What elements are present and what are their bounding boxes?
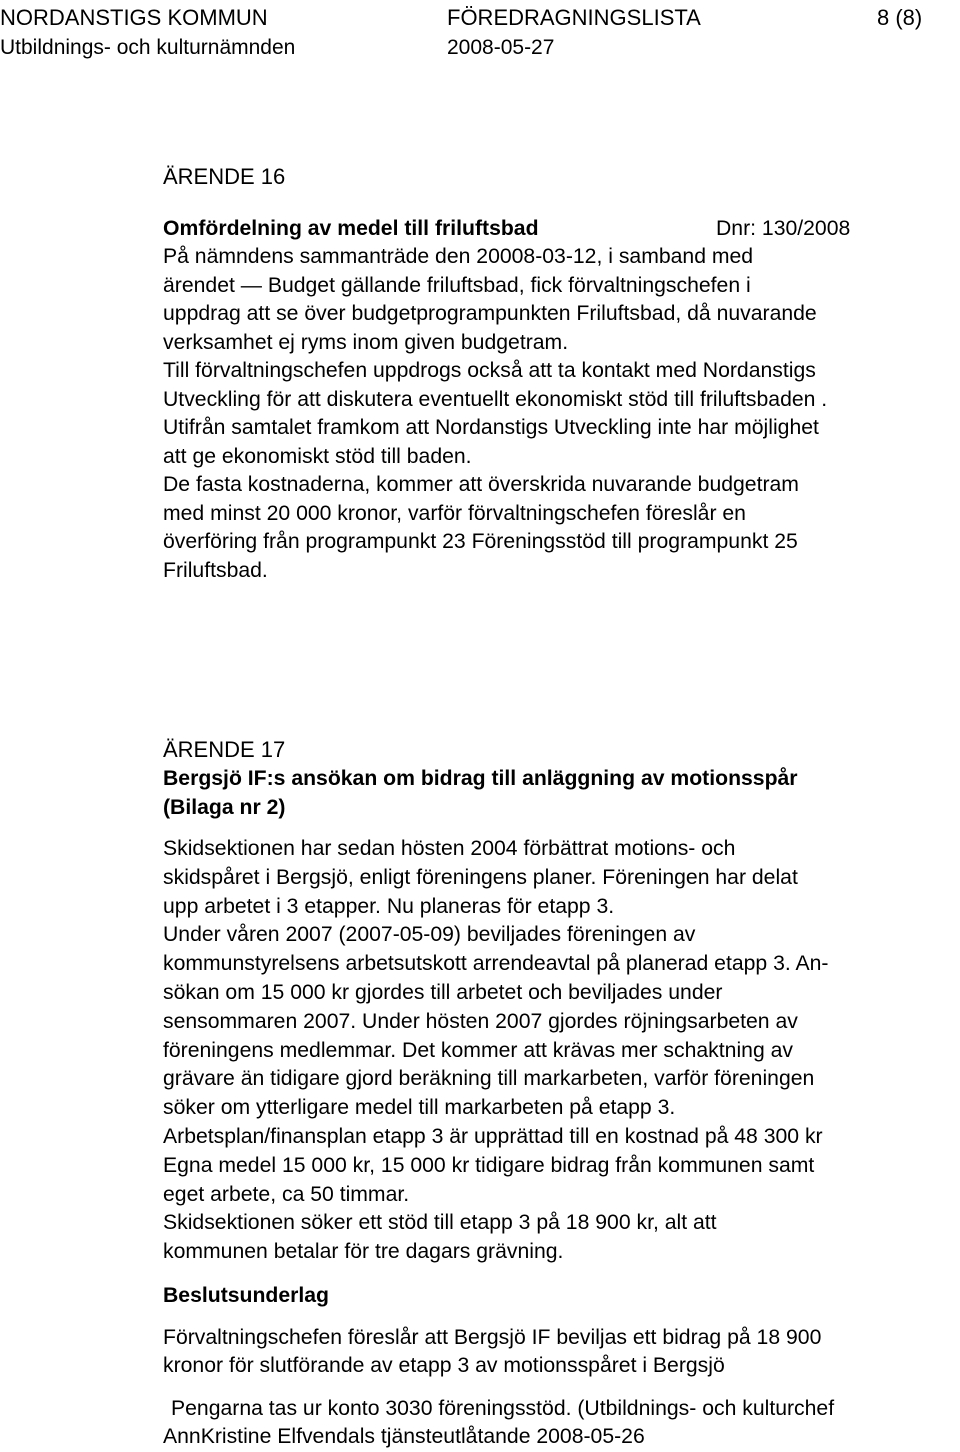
header-page-number: 8 (8) (877, 5, 923, 30)
arende-17-title: Bergsjö IF:s ansökan om bidrag till anläggning av motionsspår (163, 767, 798, 790)
funding-note-line: Pengarna tas ur konto 3030 föreningsstöd. (Utbildnings- och kulturchef (171, 1397, 835, 1420)
funding-note-line: AnnKristine Elfvendals tjänsteutlåtande 2008-05-26 (163, 1425, 645, 1448)
paragraph-line: sökan om 15 000 kr gjordes till arbetet och beviljades under (163, 980, 723, 1004)
paragraph-line: föreningens medlemmar. Det kommer att krävas mer schaktning av (163, 1038, 793, 1062)
beslut-line: Förvaltningschefen föreslår att Bergsjö IF beviljas ett bidrag på 18 900 (163, 1326, 822, 1349)
paragraph-line: söker om ytterligare medel till markarbeten på etapp 3. (163, 1096, 676, 1120)
paragraph-line: Utifrån samtalet framkom att Nordanstigs Utveckling inte har möjlighet (163, 416, 819, 439)
paragraph-line: att ge ekonomiskt stöd till baden. (163, 444, 472, 468)
paragraph-line: Skidsektionen söker ett stöd till etapp 3 på 18 900 kr, alt att (163, 1211, 717, 1235)
paragraph-line: upp arbetet i 3 etapper. Nu planeras för etapp 3. (163, 894, 615, 918)
beslutsunderlag-heading: Beslutsunderlag (163, 1284, 330, 1307)
beslut-line: kronor för slutförande av etapp 3 av motionsspåret i Bergsjö (163, 1354, 725, 1377)
paragraph-line: Arbetsplan/finansplan etapp 3 är upprättad till en kostnad på 48 300 kr (163, 1124, 823, 1148)
arende-17-label: ÄRENDE 17 (163, 737, 286, 762)
arende-16-body (163, 243, 827, 585)
header-org: NORDANSTIGS KOMMUN (0, 5, 268, 30)
header-committee: Utbildnings- och kulturnämnden (0, 36, 296, 59)
header-date: 2008-05-27 (447, 36, 555, 59)
paragraph-line: skidspåret i Bergsjö, enligt föreningens planer. Föreningen har delat (163, 865, 798, 889)
paragraph-line: De fasta kostnaderna, kommer att överskrida nuvarande budgetram (163, 473, 799, 496)
paragraph-line: uppdrag att se över budgetprogrampunkten Friluftsbad, då nuvarande (163, 302, 817, 325)
arende-16-dnr: Dnr: 130/2008 (716, 217, 851, 240)
header-doc-type: FÖREDRAGNINGSLISTA (447, 5, 701, 30)
paragraph-line: eget arbete, ca 50 timmar. (163, 1182, 410, 1206)
paragraph-line: Skidsektionen har sedan hösten 2004 förbättrat motions- och (163, 837, 736, 860)
paragraph-line: överföring från programpunkt 23 Föreningsstöd till programpunkt 25 (163, 530, 798, 553)
paragraph-line: sensommaren 2007. Under hösten 2007 gjordes röjningsarbeten av (163, 1009, 798, 1033)
paragraph-line: Till förvaltningschefen uppdrogs också att ta kontakt med Nordanstigs (163, 359, 816, 382)
arende-16-title-row (163, 216, 883, 242)
paragraph-line: grävare än tidigare gjord beräkning till markarbeten, varför föreningen (163, 1067, 815, 1091)
paragraph-line: verksamhet ej ryms inom given budgetram. (163, 330, 569, 354)
paragraph-line: ärendet — Budget gällande friluftsbad, fick förvaltningschefen i (163, 273, 751, 297)
paragraph-line: Utveckling för att diskutera eventuellt ekonomiskt stöd till friluftsbaden . (163, 387, 828, 411)
paragraph-line: Egna medel 15 000 kr, 15 000 kr tidigare bidrag från kommunen samt (163, 1153, 815, 1177)
arende-16-label: ÄRENDE 16 (163, 164, 286, 189)
paragraph-line: Friluftsbad. (163, 558, 268, 582)
paragraph-line: med minst 20 000 kronor, varför förvaltningschefen föreslår en (163, 501, 746, 525)
paragraph-line: Under våren 2007 (2007-05-09) beviljades föreningen av (163, 923, 696, 947)
arende-17-body (163, 835, 828, 1267)
arende-17-attachment: (Bilaga nr 2) (163, 796, 286, 819)
paragraph-line: På nämndens sammanträde den 20008-03-12, i samband med (163, 245, 754, 268)
paragraph-line: kommunen betalar för tre dagars grävning. (163, 1240, 564, 1264)
paragraph-line: kommunstyrelsens arbetsutskott arrendeavtal på planerad etapp 3. An- (163, 952, 829, 976)
arende-16-title: Omfördelning av medel till friluftsbad (163, 217, 539, 240)
